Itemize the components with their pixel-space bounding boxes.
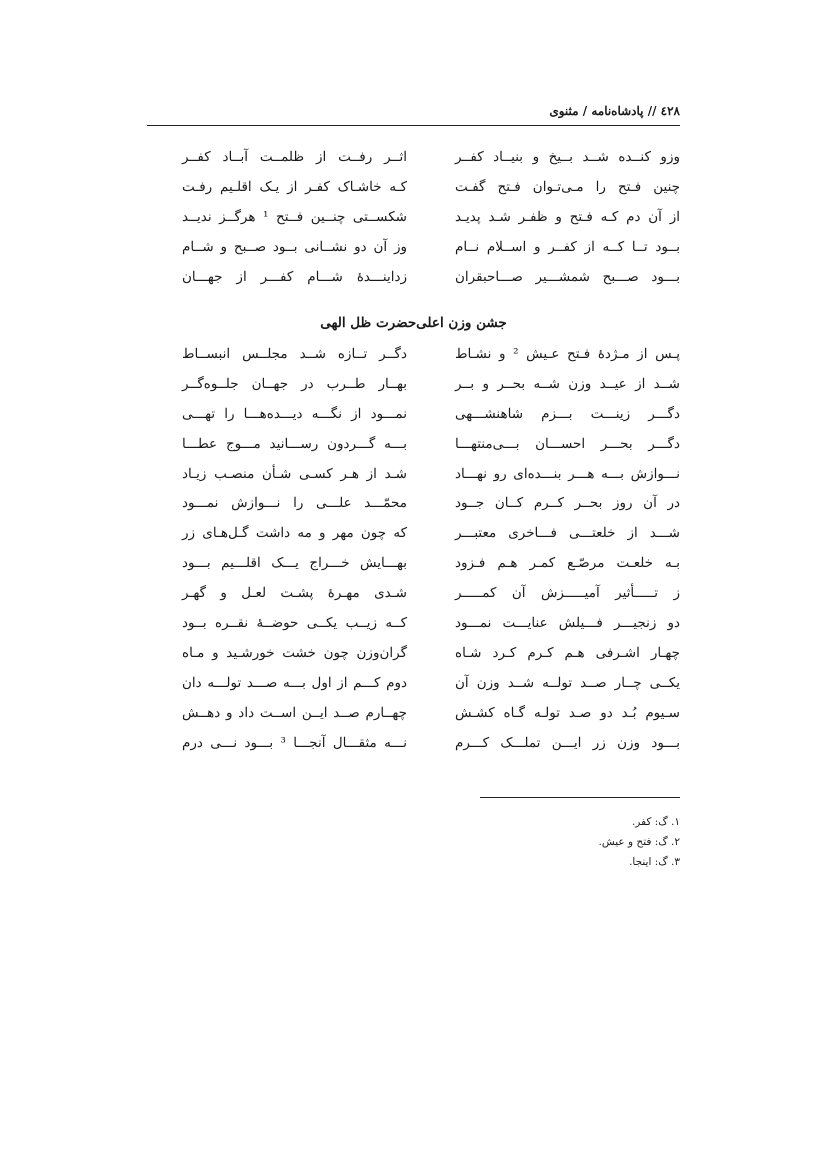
first-hemistich: پـس از مـژدهٔ فـتح عـیش ² و نشـاط xyxy=(455,346,680,362)
second-hemistich: که چون مهر و مه داشت گـل‌هـای زر xyxy=(182,525,407,542)
second-hemistich: دگــر تــازه شــد مجلــس انبســاط xyxy=(182,346,407,362)
second-hemistich: کـه خاشـاک کفـر از یـک اقلـیم رفـت xyxy=(182,178,407,195)
verse-row xyxy=(147,673,680,703)
first-hemistich: ز تـــــأثیر آمیـــــزش آن کمـــــر xyxy=(455,585,680,602)
verse-row xyxy=(147,374,680,404)
first-hemistich: از آن دم کـه فـتح و ظفـر شـد پدیـد xyxy=(455,208,680,225)
header-rule xyxy=(147,125,680,126)
first-hemistich: بـــود وزن زر ایـــن تملـــک کـــرم xyxy=(455,734,680,751)
first-hemistich: چنین فـتح را مـی‌تـوان فـتح گفـت xyxy=(455,178,680,195)
verse-row xyxy=(147,267,680,297)
first-hemistich: شـــد از خلعتـــی فـــاخری معتبـــر xyxy=(455,525,680,542)
second-hemistich: بهــار طــرب در جهــان جلــوه‌گــر xyxy=(182,375,407,392)
verse-row xyxy=(147,553,680,583)
verse-row xyxy=(147,207,680,237)
second-hemistich: شـدی مهـرهٔ پشـت لعـل و گهـر xyxy=(182,585,407,602)
first-hemistich: دگـــر بحـــر احســـان بـــی‌منتهـــا xyxy=(455,435,680,452)
verse-row xyxy=(147,177,680,207)
second-hemistich: گران‌وزن چون خشت خورشـید و مـاه xyxy=(182,644,407,661)
verse-row xyxy=(147,583,680,613)
second-hemistich: نمـــود از نگـــه دیـــده‌هـــا را تهـــی xyxy=(182,405,407,422)
first-hemistich: نـــوازش بـــه هـــر بنـــده‌ای رو نهـــاد xyxy=(455,465,680,482)
verse-row xyxy=(147,493,680,523)
verse-row xyxy=(147,434,680,464)
verse-row xyxy=(147,733,680,763)
footnote-rule xyxy=(480,797,680,798)
verse-row xyxy=(147,464,680,494)
first-hemistich: دگـــر زینـــت بـــزم شاهنشـــهی xyxy=(455,405,680,422)
footnote: ٣. گ: اینجا. xyxy=(629,856,680,868)
verse-row xyxy=(147,237,680,267)
second-hemistich: بهـــایش خـــراج یـــک اقلـــیم بـــود xyxy=(182,555,407,572)
first-hemistich: دو زنجیـــر فـــیلش عنایـــت نمـــود xyxy=(455,615,680,632)
verse-row xyxy=(147,643,680,673)
verse-row xyxy=(147,147,680,177)
second-hemistich: کــه زیــب یکــی حوضــهٔ نقــره بــود xyxy=(182,615,407,632)
first-hemistich: شــد از عیــد وزن شــه بحــر و بــر xyxy=(455,375,680,392)
second-hemistich: نـــه مثقـــال آنجـــا ³ بـــود نـــی درم xyxy=(182,734,407,751)
verse-row xyxy=(147,703,680,733)
running-header: ٤٢٨ // پادشاه‌نامه / مثنوی xyxy=(549,104,680,118)
footnote: ١. گ: کفر. xyxy=(631,816,680,828)
second-hemistich: وز آن دو نشــانی بــود صــبح و شــام xyxy=(182,238,407,255)
verse-row xyxy=(147,404,680,434)
footnotes xyxy=(380,812,680,872)
second-hemistich: دوم کـــم از اول بـــه صـــد تولـــه دان xyxy=(182,674,407,691)
verse-row xyxy=(147,523,680,553)
verses-block-2 xyxy=(147,344,680,762)
second-hemistich: محمّـــد علـــی را نـــوازش نمـــود xyxy=(182,495,407,512)
verse-row xyxy=(147,344,680,374)
verse-row xyxy=(147,613,680,643)
second-hemistich: شکســتی چنــین فــتح ¹ هرگــز ندیــد xyxy=(182,208,407,225)
section-title: جشن وزن اعلی‌حضرت ظل الهی xyxy=(320,315,507,331)
second-hemistich: زداینـــدهٔ شـــام کفـــر از جهـــان xyxy=(182,268,407,285)
first-hemistich: چهـار اشـرفی هـم کـرم کـرد شـاه xyxy=(455,644,680,661)
second-hemistich: چهــارم صــد ایــن اســت داد و دهــش xyxy=(182,704,407,721)
second-hemistich: اثــر رفــت از ظلمــت آبــاد کفــر xyxy=(182,149,407,165)
page-header xyxy=(147,104,680,126)
second-hemistich: بـــه گـــردون رســـانید مـــوج عطـــا xyxy=(182,435,407,452)
first-hemistich: یکــی چــار صــد تولــه شــد وزن آن xyxy=(455,674,680,691)
second-hemistich: شـد از هـر کسـی شـأن منصـب زیـاد xyxy=(182,465,407,482)
first-hemistich: در آن روز بحــر کــرم کــان جــود xyxy=(455,495,680,512)
first-hemistich: وزو کنــده شــد بــیخ و بنیــاد کفــر xyxy=(455,149,680,165)
first-hemistich: سـیوم بُـد دو صـد تولـه گـاه کشـش xyxy=(455,704,680,721)
footnote: ٢. گ: فتح و عیش. xyxy=(598,836,680,848)
first-hemistich: بـــود صـــبح شمشـــیر صـــاحبقران xyxy=(455,268,680,285)
verses-block-1 xyxy=(147,147,680,296)
first-hemistich: بــود تــا کــه از کفــر و اســلام نــام xyxy=(455,238,680,255)
first-hemistich: بـه خلعـت مرصّـع کمـر هـم فـزود xyxy=(455,555,680,572)
